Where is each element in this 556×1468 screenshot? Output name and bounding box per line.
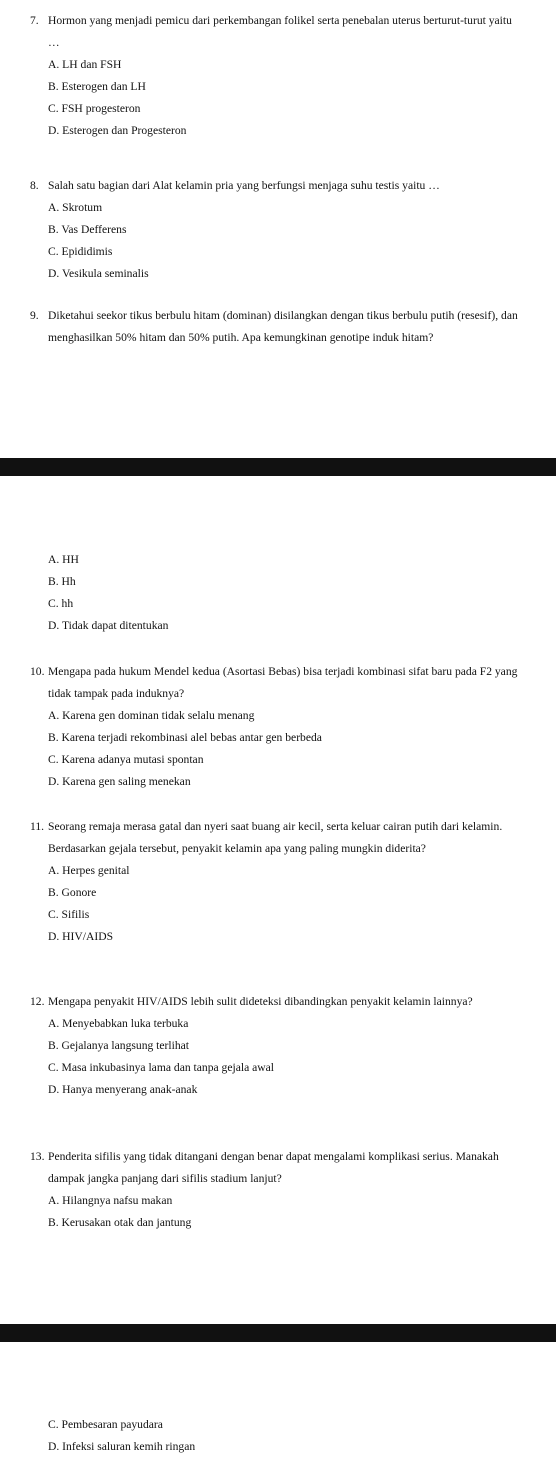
option-c[interactable]: C. hh [48,597,74,610]
question-text: Seorang remaja merasa gatal dan nyeri saat buang air kecil, serta keluar cairan putih dari kelamin. Berdasarkan gejala tersebut, penyakit kelamin apa yang paling mungkin diderita? [48,820,503,855]
option-a[interactable]: A. Hilangnya nafsu makan [48,1194,173,1207]
option-b[interactable]: B. Esterogen dan LH [48,80,146,93]
answer-options [30,1013,520,1101]
option-a[interactable]: A. Herpes genital [48,864,130,877]
answer-options [30,197,520,285]
option-b[interactable]: B. Vas Defferens [48,223,127,236]
option-a[interactable]: A. HH [48,553,79,566]
question-9 [30,305,520,349]
option-c[interactable]: C. Pembesaran payudara [48,1418,163,1431]
question-number: 7. [30,14,39,27]
question-text: Diketahui seekor tikus berbulu hitam (dominan) disilangkan dengan tikus berbulu putih (resesif), dan menghasilkan 50% hitam dan 50% putih. Apa kemungkinan genotipe induk hitam? [48,309,518,344]
option-b[interactable]: B. Kerusakan otak dan jantung [48,1216,192,1229]
option-b[interactable]: B. Gonore [48,886,97,899]
option-a[interactable]: A. Karena gen dominan tidak selalu menang [48,709,255,722]
page-separator [0,458,556,476]
option-a[interactable]: A. LH dan FSH [48,58,122,71]
question-number: 9. [30,309,39,322]
question-text: Penderita sifilis yang tidak ditangani dengan benar dapat mengalami komplikasi serius. Manakah dampak jangka panjang dari sifilis stadium lanjut? [48,1150,499,1185]
answer-options [30,1190,520,1234]
question-text: Salah satu bagian dari Alat kelamin pria yang berfungsi menjaga suhu testis yaitu … [48,179,440,192]
answer-options [30,1414,520,1458]
question-11 [30,816,520,948]
page-1 [0,0,556,458]
option-d[interactable]: D. Hanya menyerang anak-anak [48,1083,198,1096]
option-c[interactable]: C. Masa inkubasinya lama dan tanpa gejala awal [48,1061,274,1074]
option-d[interactable]: D. Vesikula seminalis [48,267,149,280]
question-12 [30,991,520,1101]
answer-options [30,549,520,637]
answer-options [30,860,520,948]
option-a[interactable]: A. Skrotum [48,201,103,214]
question-text: Mengapa penyakit HIV/AIDS lebih sulit dideteksi dibandingkan penyakit kelamin lainnya? [48,995,473,1008]
question-number: 11. [30,820,45,833]
answer-options [30,54,520,142]
option-b[interactable]: B. Gejalanya langsung terlihat [48,1039,190,1052]
question-number: 13. [30,1150,45,1163]
question-13-options-continued [30,1414,520,1458]
option-d[interactable]: D. Esterogen dan Progesteron [48,124,187,137]
answer-options [30,705,520,793]
page-3 [0,1342,556,1468]
option-b[interactable]: B. Karena terjadi rekombinasi alel bebas antar gen berbeda [48,731,322,744]
option-a[interactable]: A. Menyebabkan luka terbuka [48,1017,189,1030]
question-text: Hormon yang menjadi pemicu dari perkembangan folikel serta penebalan uterus berturut-turut yaitu … [48,14,512,49]
option-d[interactable]: D. Tidak dapat ditentukan [48,619,169,632]
question-13 [30,1146,520,1234]
question-7 [30,10,520,142]
option-d[interactable]: D. HIV/AIDS [48,930,114,943]
question-8 [30,175,520,285]
option-c[interactable]: C. Karena adanya mutasi spontan [48,753,204,766]
option-c[interactable]: C. FSH progesteron [48,102,141,115]
option-d[interactable]: D. Infeksi saluran kemih ringan [48,1440,196,1453]
page-2 [0,476,556,1324]
option-c[interactable]: C. Sifilis [48,908,90,921]
page-separator [0,1324,556,1342]
option-b[interactable]: B. Hh [48,575,76,588]
question-number: 10. [30,665,45,678]
option-c[interactable]: C. Epididimis [48,245,113,258]
question-10 [30,661,520,793]
question-number: 8. [30,179,39,192]
question-number: 12. [30,995,45,1008]
option-d[interactable]: D. Karena gen saling menekan [48,775,191,788]
question-text: Mengapa pada hukum Mendel kedua (Asortasi Bebas) bisa terjadi kombinasi sifat baru pada F2 yang tidak tampak pada induknya? [48,665,518,700]
question-9-options [30,549,520,637]
